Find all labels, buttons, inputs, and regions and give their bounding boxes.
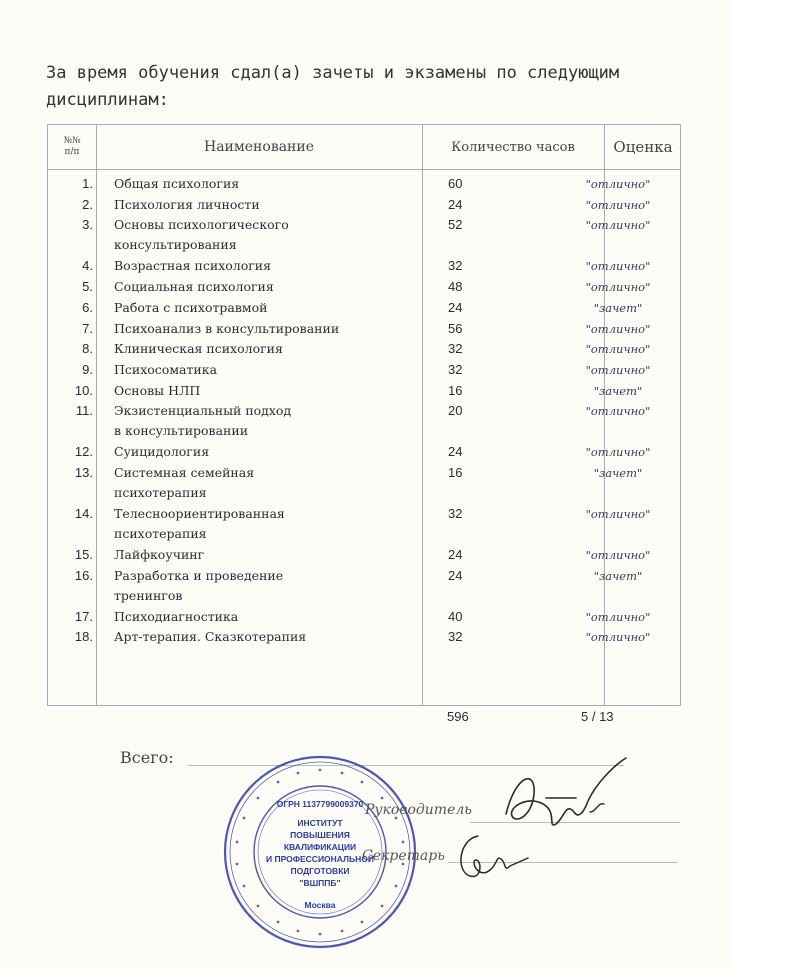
row-hours: 32 <box>448 258 463 274</box>
row-number: 12. <box>74 444 93 460</box>
row-hours: 16 <box>448 465 463 480</box>
row-subject-line: Социальная психология <box>114 279 274 295</box>
row-grade: "отлично" <box>585 548 651 562</box>
table-row <box>48 463 682 500</box>
table-row <box>48 504 682 541</box>
row-subject-line: Лайфкоучинг <box>114 547 205 562</box>
header-grade: Оценка <box>613 138 673 156</box>
row-number: 2. <box>82 196 93 212</box>
row-grade: "отлично" <box>585 218 651 233</box>
row-number: 16. <box>74 567 93 583</box>
total-hours: 596 <box>447 709 469 724</box>
row-number: 4. <box>82 258 93 274</box>
row-subject <box>114 174 414 194</box>
row-number: 18. <box>74 629 93 645</box>
row-grade: "отлично" <box>585 280 651 295</box>
table-row <box>48 381 682 401</box>
row-number: 11. <box>75 403 93 419</box>
row-grade: "отлично" <box>585 197 651 212</box>
row-subject <box>114 381 414 401</box>
header-name: Наименование <box>204 139 314 155</box>
table-row <box>48 319 682 339</box>
row-hours: 20 <box>448 403 463 419</box>
row-subject-line: Телесноориентированная <box>114 506 285 521</box>
table-row <box>48 256 682 276</box>
header-divider <box>48 169 680 170</box>
row-number: 1. <box>82 176 93 191</box>
row-subject-line: Суицидология <box>114 444 210 460</box>
row-subject-line: психотерапия <box>114 485 207 500</box>
row-subject-line: Работа с психотравмой <box>114 299 268 315</box>
heading-line-2: дисциплинам: <box>46 90 169 110</box>
stamp-line: ИНСТИТУТ <box>297 818 343 828</box>
row-grade: "отлично" <box>585 362 651 377</box>
grades-table <box>47 124 681 706</box>
stamp-city: Москва <box>304 900 336 910</box>
stamp-line: "ВШППБ" <box>299 878 341 888</box>
row-subject <box>114 319 414 339</box>
table-row <box>48 195 682 215</box>
row-subject-line: Возрастная психология <box>114 258 272 274</box>
row-subject <box>114 545 414 565</box>
row-subject <box>114 360 414 380</box>
header-number-line-1: №№ <box>63 136 81 146</box>
table-row <box>48 545 682 565</box>
row-number: 15. <box>74 547 93 562</box>
row-hours: 16 <box>448 382 463 398</box>
row-subject <box>114 401 414 441</box>
row-subject <box>114 566 414 606</box>
row-subject <box>114 627 414 647</box>
row-subject <box>114 298 414 318</box>
row-grade: "отлично" <box>585 507 651 521</box>
row-subject <box>114 195 414 215</box>
row-subject-line: Психосоматика <box>114 361 218 377</box>
stamp-line: ПОВЫШЕНИЯ <box>290 830 350 840</box>
row-number: 17. <box>74 608 93 624</box>
table-row <box>48 566 682 603</box>
row-grade: "отлично" <box>585 342 651 357</box>
stamp-line: ПОДГОТОВКИ <box>290 866 350 876</box>
row-number: 5. <box>82 279 93 295</box>
row-subject-line: Психология личности <box>114 196 260 212</box>
row-subject <box>114 277 414 297</box>
row-hours: 32 <box>448 361 463 377</box>
row-hours: 40 <box>448 608 463 624</box>
row-subject <box>114 504 414 544</box>
total-label: Всего: <box>120 748 174 767</box>
table-row <box>48 277 682 297</box>
heading-line-1: За время обучения сдал(а) зачеты и экзамены по следующим <box>46 63 620 83</box>
page-right-margin <box>734 0 792 968</box>
row-subject-line: тренингов <box>114 587 183 603</box>
row-hours: 24 <box>448 444 463 460</box>
row-hours: 32 <box>448 629 463 645</box>
row-grade: "зачет" <box>593 466 643 480</box>
row-subject-line: консультирования <box>114 237 237 253</box>
table-row <box>48 360 682 380</box>
row-subject-line: Системная семейная <box>114 465 255 480</box>
row-grade: "отлично" <box>585 321 651 336</box>
table-row <box>48 298 682 318</box>
row-grade: "отлично" <box>585 259 651 274</box>
row-subject-line: Экзистенциальный подход <box>114 403 292 419</box>
row-subject-line: Психоанализ в консультировании <box>114 320 340 336</box>
row-hours: 24 <box>448 196 463 212</box>
table-row <box>48 339 682 359</box>
table-row <box>48 174 682 194</box>
row-grade: "отлично" <box>585 177 651 191</box>
row-subject-line: Общая психология <box>114 176 240 191</box>
row-number: 8. <box>82 341 93 357</box>
row-subject <box>114 256 414 276</box>
row-hours: 60 <box>448 176 463 191</box>
row-hours: 48 <box>448 279 463 295</box>
row-subject-line: Клиническая психология <box>114 341 283 357</box>
stamp-line: И ПРОФЕССИОНАЛЬНОЙ <box>266 854 374 864</box>
row-subject-line: психотерапия <box>114 526 207 541</box>
row-grade: "зачет" <box>593 568 643 583</box>
stamp-ogrn: ОГРН 1137799009370 <box>276 799 364 809</box>
row-number: 7. <box>82 320 93 336</box>
total-grade: 5 / 13 <box>581 709 614 724</box>
row-subject <box>114 339 414 359</box>
row-subject-line: в консультировании <box>114 423 249 439</box>
stamp-line: КВАЛИФИКАЦИИ <box>283 842 357 852</box>
row-grade: "отлично" <box>585 630 651 645</box>
row-subject-line: Арт-терапия. Сказкотерапия <box>114 629 307 645</box>
row-subject <box>114 463 414 503</box>
row-number: 3. <box>82 217 93 233</box>
row-hours: 32 <box>448 341 463 357</box>
heading <box>46 60 686 114</box>
head-label: Руководитель <box>365 802 472 818</box>
row-grade: "зачет" <box>593 300 643 315</box>
table-row <box>48 442 682 462</box>
row-subject-line: Основы НЛП <box>114 382 201 398</box>
row-subject <box>114 442 414 462</box>
table-row <box>48 627 682 647</box>
table-row <box>48 607 682 627</box>
row-hours: 24 <box>448 547 463 562</box>
row-subject <box>114 215 414 255</box>
secretary-label: Секретарь <box>362 848 445 864</box>
row-subject-line: Разработка и проведение <box>114 567 284 583</box>
row-number: 9. <box>82 361 93 377</box>
header-number-line-2: п/п <box>64 147 80 157</box>
row-subject-line: Психодиагностика <box>114 608 239 624</box>
row-hours: 24 <box>448 567 463 583</box>
row-number: 14. <box>74 506 93 521</box>
header-hours: Количество часов <box>451 139 575 155</box>
secretary-signature-icon <box>448 826 538 886</box>
row-grade: "зачет" <box>593 383 643 398</box>
row-hours: 32 <box>448 506 463 521</box>
header-number <box>48 125 96 169</box>
row-number: 6. <box>82 299 93 315</box>
row-hours: 52 <box>448 217 463 233</box>
row-hours: 56 <box>448 320 463 336</box>
table-row <box>48 215 682 253</box>
row-grade: "отлично" <box>585 609 651 624</box>
row-number: 10. <box>74 382 93 398</box>
row-hours: 24 <box>448 299 463 315</box>
row-number: 13. <box>74 465 93 480</box>
row-grade: "отлично" <box>585 445 651 460</box>
row-subject-line: Основы психологического <box>114 217 289 233</box>
row-subject <box>114 607 414 627</box>
row-grade: "отлично" <box>585 404 651 419</box>
table-row <box>48 401 682 439</box>
